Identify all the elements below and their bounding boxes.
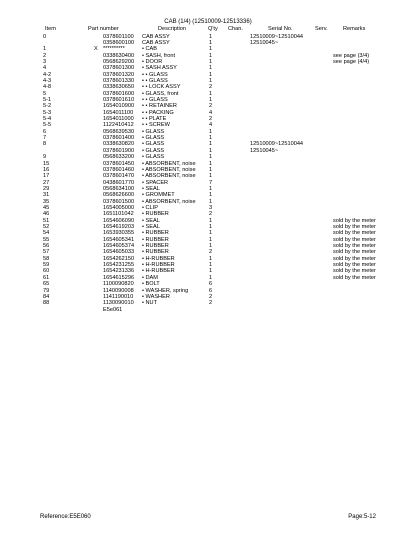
row-serial-range: 12510045~ — [250, 39, 279, 46]
row-quantity: 1 — [209, 224, 213, 230]
row-description: • H-RUBBER — [142, 268, 175, 275]
row-quantity: 7 — [209, 179, 213, 186]
row-quantity: 1 — [209, 243, 213, 250]
row-part-number: 1140090008 — [103, 287, 134, 294]
row-description: • ABSORBENT, noise — [142, 160, 196, 167]
row-item-number: 6 — [43, 128, 47, 135]
row-quantity: 1 — [209, 33, 213, 40]
row-quantity: 2 — [209, 116, 213, 123]
row-description: • RUBBER — [142, 243, 169, 250]
row-quantity: 1 — [209, 147, 213, 154]
row-item-number: 5-3 — [43, 109, 52, 116]
row-item-number: 45 — [43, 204, 50, 211]
row-quantity: 2 — [209, 84, 213, 91]
row-item-number: 3 — [43, 58, 47, 65]
row-quantity: 1 — [209, 192, 213, 199]
row-quantity: 1 — [209, 90, 213, 97]
row-description: • • GLASS — [142, 97, 168, 103]
row-item-number: 7 — [43, 135, 47, 142]
row-part-number: 0338630400 — [103, 52, 135, 59]
row-item-number: 31 — [43, 192, 50, 199]
row-item-number: 58 — [43, 255, 50, 262]
footer-reference: Reference:E5E060 — [40, 514, 91, 520]
row-item-number: 15 — [43, 160, 50, 167]
row-item-number: 4-8 — [43, 84, 52, 91]
row-description: • RUBBER — [142, 211, 169, 218]
row-description: • GLASS, front — [142, 90, 179, 97]
row-remarks: sold by the meter — [333, 236, 376, 243]
row-description: • • RETAINER — [142, 103, 177, 110]
row-part-number: 0378601400 — [103, 135, 135, 142]
row-remarks: sold by the meter — [333, 274, 376, 281]
row-part-number: 0438601770 — [103, 179, 135, 186]
header-serial: Serial No. — [268, 26, 293, 32]
row-item-number: 59 — [43, 262, 50, 269]
row-quantity: 1 — [209, 65, 213, 72]
row-part-number: 1654005000 — [103, 204, 135, 211]
row-item-number: 16 — [43, 166, 50, 173]
row-part-number: 1654605033 — [103, 249, 135, 256]
row-quantity: 1 — [209, 71, 213, 78]
row-description: • • LOCK ASSY — [142, 84, 181, 91]
row-quantity: 6 — [209, 287, 213, 294]
row-description: • GROMMET — [142, 192, 175, 199]
header-qty: Q'ty — [208, 26, 218, 32]
row-quantity: 1 — [209, 46, 213, 53]
row-part-number: 1141190010 — [103, 293, 134, 300]
row-description: • ABSORBENT, noise — [142, 198, 196, 205]
row-description: • • PACKING — [142, 109, 174, 116]
row-item-number: 35 — [43, 198, 50, 205]
row-part-number: 0378601450 — [103, 160, 135, 167]
table-header — [0, 26, 416, 33]
row-quantity: 2 — [209, 293, 213, 300]
row-quantity: 1 — [209, 97, 213, 103]
row-part-number: 0568629200 — [103, 58, 135, 65]
row-remarks: sold by the meter — [333, 217, 376, 224]
header-item: Item — [45, 26, 56, 32]
row-quantity: 1 — [209, 160, 213, 167]
row-item-number: 55 — [43, 236, 50, 243]
row-not-supplied-mark: X — [94, 46, 98, 53]
row-part-number: 1122410412 — [103, 122, 134, 129]
row-item-number: 84 — [43, 293, 50, 300]
row-part-number: 0568633200 — [103, 154, 135, 161]
row-description: • • GLASS — [142, 71, 168, 78]
row-part-number: ********** — [103, 46, 125, 53]
row-part-number: 1100090820 — [103, 281, 134, 288]
header-description: Description — [158, 26, 186, 32]
row-part-number: 0378601300 — [103, 65, 135, 72]
row-quantity: 1 — [209, 128, 213, 135]
row-remarks: sold by the meter — [333, 255, 376, 262]
row-part-number: 1130090010 — [103, 300, 134, 307]
row-quantity: 1 — [209, 217, 213, 224]
row-part-number: 1653930355 — [103, 230, 135, 237]
row-description: • SASH ASSY — [142, 65, 177, 72]
row-description: • SEAL — [142, 224, 160, 230]
row-item-number: 65 — [43, 281, 50, 288]
row-quantity: 2 — [209, 249, 213, 256]
row-part-number: 0378601330 — [103, 77, 135, 84]
row-quantity: 1 — [209, 77, 213, 84]
row-part-number: 0568634100 — [103, 185, 135, 192]
row-quantity: 1 — [209, 58, 213, 65]
row-quantity: 1 — [209, 141, 213, 148]
row-item-number: 46 — [43, 211, 50, 218]
row-part-number: 1654605374 — [103, 243, 135, 250]
row-part-number: 0338630650 — [103, 84, 135, 91]
row-part-number: 0378601500 — [103, 198, 135, 205]
row-quantity: 1 — [209, 236, 213, 243]
row-quantity: 1 — [209, 154, 213, 161]
row-quantity: 1 — [209, 39, 213, 46]
row-part-number: 1654231336 — [103, 268, 135, 275]
row-quantity: 1 — [209, 166, 213, 173]
header-chan: Chan. — [228, 26, 243, 32]
row-part-number: 1654606090 — [103, 217, 135, 224]
row-item-number: 4-2 — [43, 71, 52, 78]
row-description: • GLASS — [142, 141, 165, 148]
row-description: • WASHER, spring — [142, 287, 189, 294]
row-part-number: 0378601470 — [103, 173, 135, 180]
row-item-number: 57 — [43, 249, 50, 256]
row-description: • RUBBER — [142, 249, 169, 256]
row-quantity: 2 — [209, 103, 213, 110]
row-remarks: see page (3/4) — [333, 52, 370, 59]
header-part-number: Part number — [88, 26, 119, 32]
row-quantity: 1 — [209, 255, 213, 262]
row-part-number: 0358600100 — [103, 39, 135, 46]
row-part-number: 1654010900 — [103, 103, 135, 110]
row-remarks: sold by the meter — [333, 262, 376, 269]
row-item-number: 79 — [43, 287, 50, 294]
row-description: • SPACER — [142, 179, 169, 186]
row-quantity: 1 — [209, 52, 213, 59]
row-description: • ABSORBENT, noise — [142, 173, 196, 180]
row-description: • DOOR — [142, 58, 163, 65]
row-quantity: 2 — [209, 300, 213, 307]
row-description: CAB ASSY — [142, 39, 170, 46]
row-serial-range: 12510009~12510044 — [250, 141, 304, 148]
row-quantity: 1 — [209, 198, 213, 205]
page-title: CAB (1/4) (12510009-12513336) — [164, 19, 252, 25]
row-remarks: see page (4/4) — [333, 58, 370, 65]
row-item-number: 1 — [43, 46, 47, 53]
row-remarks: sold by the meter — [333, 249, 376, 256]
row-item-number: 51 — [43, 217, 50, 224]
row-description: • CAB — [142, 46, 158, 53]
row-quantity: 1 — [209, 274, 213, 281]
row-description: CAB ASSY — [142, 33, 170, 40]
row-part-number: 0338630820 — [103, 141, 135, 148]
row-part-number: 1654615296 — [103, 274, 135, 281]
row-item-number: 27 — [43, 179, 50, 186]
row-item-number: 9 — [43, 154, 47, 161]
row-quantity: 3 — [209, 204, 213, 211]
row-description: • GLASS — [142, 147, 165, 154]
row-item-number: 8 — [43, 141, 47, 148]
row-part-number: 0378601600 — [103, 90, 135, 97]
row-description: • CLIP — [142, 204, 158, 211]
row-item-number: 5-1 — [43, 97, 52, 103]
row-item-number: 52 — [43, 224, 50, 230]
row-remarks: sold by the meter — [333, 243, 376, 250]
row-description: • ABSORBENT, noise — [142, 166, 196, 173]
row-quantity: 1 — [209, 173, 213, 180]
row-part-number: 0568639530 — [103, 128, 135, 135]
row-description: • GLASS — [142, 128, 165, 135]
footer-page-number: Page:5-12 — [348, 514, 376, 520]
row-item-number: 60 — [43, 268, 50, 275]
row-part-number: 1651101042 — [103, 211, 134, 218]
row-description: • GLASS — [142, 154, 165, 161]
row-item-number: 5-2 — [43, 103, 52, 110]
row-part-number: 0378601100 — [103, 33, 134, 40]
row-description: • WASHER — [142, 293, 170, 300]
row-part-number: 1654619203 — [103, 224, 135, 230]
row-part-number: 1654011100 — [103, 109, 134, 116]
row-item-number: 5-5 — [43, 122, 52, 129]
row-description: • • GLASS — [142, 77, 168, 84]
row-quantity: 1 — [209, 268, 213, 275]
row-description: • • SCREW — [142, 122, 170, 129]
row-part-number: 0568626600 — [103, 192, 135, 199]
row-description: • SASH, front — [142, 52, 176, 59]
row-part-number: 1654605341 — [103, 236, 135, 243]
row-part-number: 1654262150 — [103, 255, 135, 262]
row-part-number: 0378601610 — [103, 97, 135, 103]
row-item-number: 5-4 — [43, 116, 52, 123]
row-description: • BOLT — [142, 281, 160, 288]
row-description: • H-RUBBER — [142, 262, 175, 269]
row-description: • NUT — [142, 300, 158, 307]
row-remarks: sold by the meter — [333, 224, 376, 230]
row-item-number: 0 — [43, 33, 47, 40]
row-description: • • PLATE — [142, 116, 167, 123]
row-part-number: 1654011000 — [103, 116, 134, 123]
row-quantity: 1 — [209, 135, 213, 142]
row-quantity: 1 — [209, 230, 213, 237]
row-item-number: 29 — [43, 185, 50, 192]
row-quantity: 1 — [209, 262, 213, 269]
row-part-number: E5e061 — [103, 306, 123, 313]
row-item-number: 54 — [43, 230, 50, 237]
row-item-number: 88 — [43, 300, 50, 307]
row-description: • RUBBER — [142, 230, 169, 237]
row-part-number: 1654231255 — [103, 262, 135, 269]
row-description: • DAM — [142, 274, 158, 281]
row-item-number: 17 — [43, 173, 50, 180]
row-quantity: 4 — [209, 109, 213, 116]
row-item-number: 4 — [43, 65, 47, 72]
table-row — [0, 307, 416, 314]
row-description: • GLASS — [142, 135, 165, 142]
row-item-number: 56 — [43, 243, 50, 250]
row-quantity: 6 — [209, 281, 213, 288]
row-remarks: sold by the meter — [333, 268, 376, 275]
header-remarks: Remarks — [343, 26, 366, 32]
row-remarks: sold by the meter — [333, 230, 376, 237]
row-item-number: 5 — [43, 90, 47, 97]
row-quantity: 4 — [209, 122, 213, 129]
row-quantity: 2 — [209, 211, 213, 218]
row-description: • SEAL — [142, 185, 160, 192]
row-serial-range: 12510045~ — [250, 147, 279, 154]
row-item-number: 61 — [43, 274, 50, 281]
row-description: • H-RUBBER — [142, 255, 175, 262]
row-description: • SEAL — [142, 217, 160, 224]
row-part-number: 0378601320 — [103, 71, 135, 78]
header-serv: Serv. — [315, 26, 328, 32]
row-part-number: 0378601460 — [103, 166, 135, 173]
row-serial-range: 12510009~12510044 — [250, 33, 304, 40]
row-item-number: 4-3 — [43, 77, 52, 84]
row-quantity: 1 — [209, 185, 213, 192]
row-item-number: 2 — [43, 52, 47, 59]
row-part-number: 0378601900 — [103, 147, 135, 154]
row-description: • RUBBER — [142, 236, 169, 243]
